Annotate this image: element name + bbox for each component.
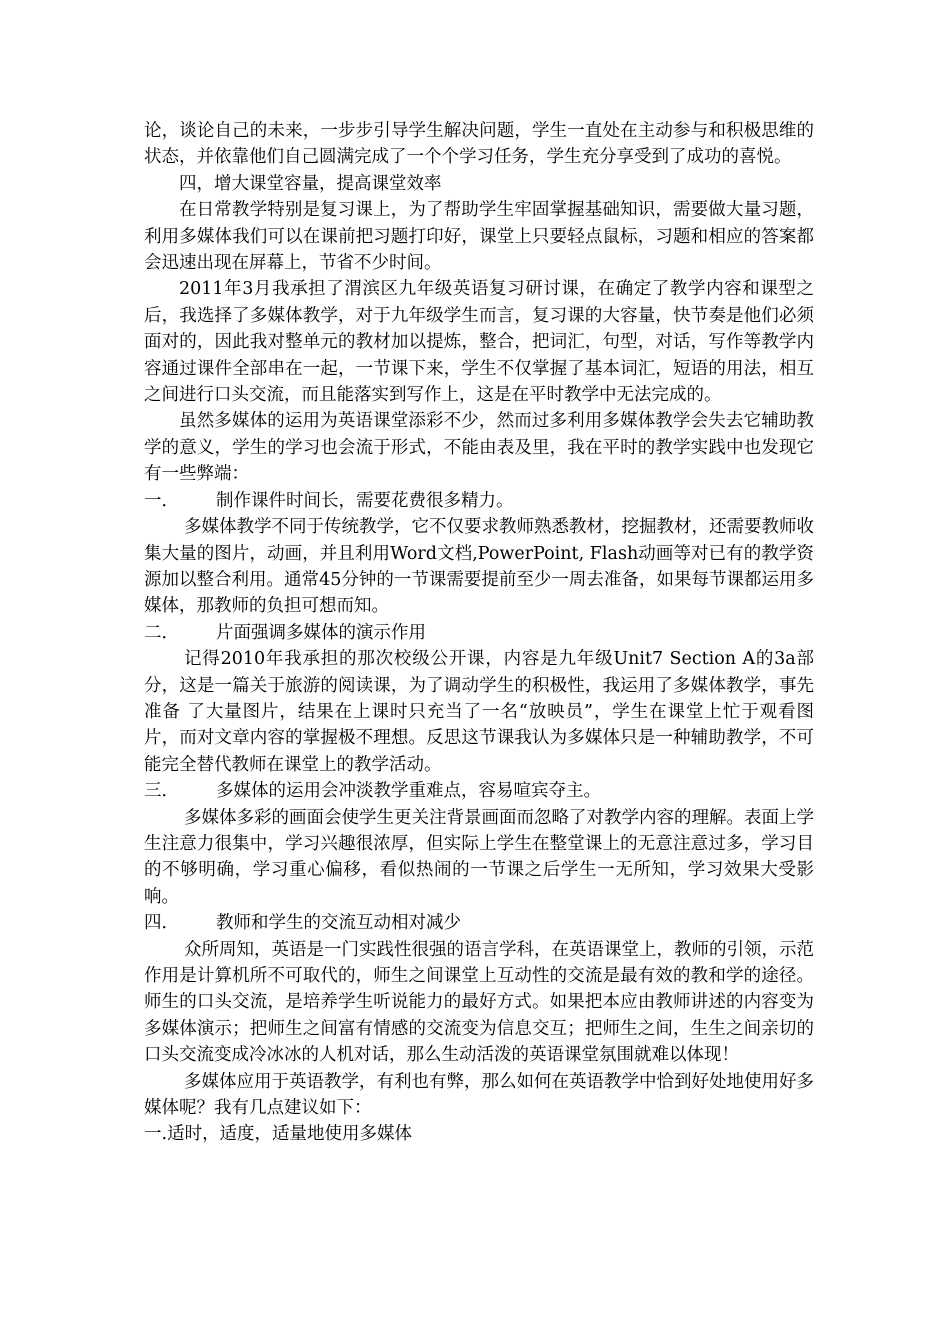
list-text-3: 多媒体的运用会冲淡教学重难点，容易喧宾夺主。 [216, 781, 601, 802]
list-text-1: 制作课件时间长，需要花费很多精力。 [216, 490, 514, 511]
paragraph-courseware-time: 多媒体教学不同于传统教学，它不仅要求教师熟悉教材，挖掘教材，还需要教师收集大量的图片，动画，并且利用Word文档,PowerPoint, Flash动画等对已有的教学资源加以整合利用。通常45分钟的一节课需要提前至少一周去准备，如果每节课都运用多媒体，那教师的负担可想而知。 [144, 517, 814, 617]
paragraph-interaction: 众所周知，英语是一门实践性很强的语言学科，在英语课堂上，教师的引领，示范作用是计算机所不可取代的，师生之间课堂上互动性的交流是最有效的教和学的途径。师生的口头交流，是培养学生听说能力的最好方式。如果把本应由教师讲述的内容变为多媒体演示；把师生之间富有情感的交流变为信息交互；把师生之间，生生之间亲切的口头交流变成冷冰冰的人机对话，那么生动活泼的英语课堂氛围就难以体现！ [144, 939, 814, 1066]
list-text-2: 片面强调多媒体的演示作用 [216, 622, 426, 643]
paragraph-2011-class: 2011年3月我承担了渭滨区九年级英语复习研讨课，在确定了教学内容和课型之后，我选择了多媒体教学，对于九年级学生而言，复习课的大容量，快节奏是他们必须面对的，因此我对整单元的教材加以提炼，整合，把词汇，句型，对话，写作等教学内容通过课件全部串在一起，一节课下来，学生不仅掌握了基本词汇，短语的用法，相互之间进行口头交流，而且能落实到写作上，这是在平时教学中无法完成的。 [144, 279, 814, 406]
list-item-1 [144, 488, 814, 514]
paragraph-drawbacks-intro: 虽然多媒体的运用为英语课堂添彩不少，然而过多利用多媒体教学会失去它辅助教学的意义，学生的学习也会流于形式，不能由表及里，我在平时的教学实践中也发现它有一些弊端： [144, 411, 814, 485]
list-number-1: 一． [144, 490, 179, 511]
list-item-4 [144, 910, 814, 936]
suggestion-heading-1: 一.适时，适度，适量地使用多媒体 [144, 1124, 413, 1145]
list-item-2 [144, 620, 814, 646]
list-number-4: 四． [144, 913, 179, 934]
document-body [144, 118, 814, 1148]
list-number-2: 二． [144, 622, 179, 643]
paragraph-review-class: 在日常教学特别是复习课上，为了帮助学生牢固掌握基础知识，需要做大量习题，利用多媒体我们可以在课前把习题打印好，课堂上只要轻点鼠标，习题和相应的答案都会迅速出现在屏幕上，节省不少时间。 [144, 200, 814, 274]
paragraph-suggestions-intro: 多媒体应用于英语教学，有利也有弊，那么如何在英语教学中恰到好处地使用好多媒体呢？我有几点建议如下： [144, 1071, 814, 1119]
list-item-3 [144, 778, 814, 804]
paragraph-intro-continuation: 论，谈论自己的未来，一步步引导学生解决问题，学生一直处在主动参与和积极思维的状态，并依靠他们自己圆满完成了一个个学习任务，学生充分享受到了成功的喜悦。 [144, 121, 814, 168]
paragraph-open-class: 记得2010年我承担的那次校级公开课，内容是九年级Unit7 Section A的3a部分，这是一篇关于旅游的阅读课，为了调动学生的积极性，我运用了多媒体教学，事先准备 了大量图片，结果在上课时只充当了一名“放映员”，学生在课堂上忙于观看图片，而对文章内容的掌握极不理想。反思这节课我认为多媒体只是一种辅助教学，不可能完全替代教师在课堂上的教学活动。 [144, 649, 814, 775]
list-text-4: 教师和学生的交流互动相对减少 [216, 913, 461, 934]
section-heading-4: 四，增大课堂容量，提高课堂效率 [179, 173, 442, 194]
paragraph-distraction: 多媒体多彩的画面会使学生更关注背景画面而忽略了对教学内容的理解。表面上学生注意力很集中，学习兴趣很浓厚，但实际上学生在整堂课上的无意注意过多，学习目的不够明确，学习重心偏移，看似热闹的一节课之后学生一无所知，学习效果大受影响。 [144, 807, 814, 907]
list-number-3: 三． [144, 781, 179, 802]
